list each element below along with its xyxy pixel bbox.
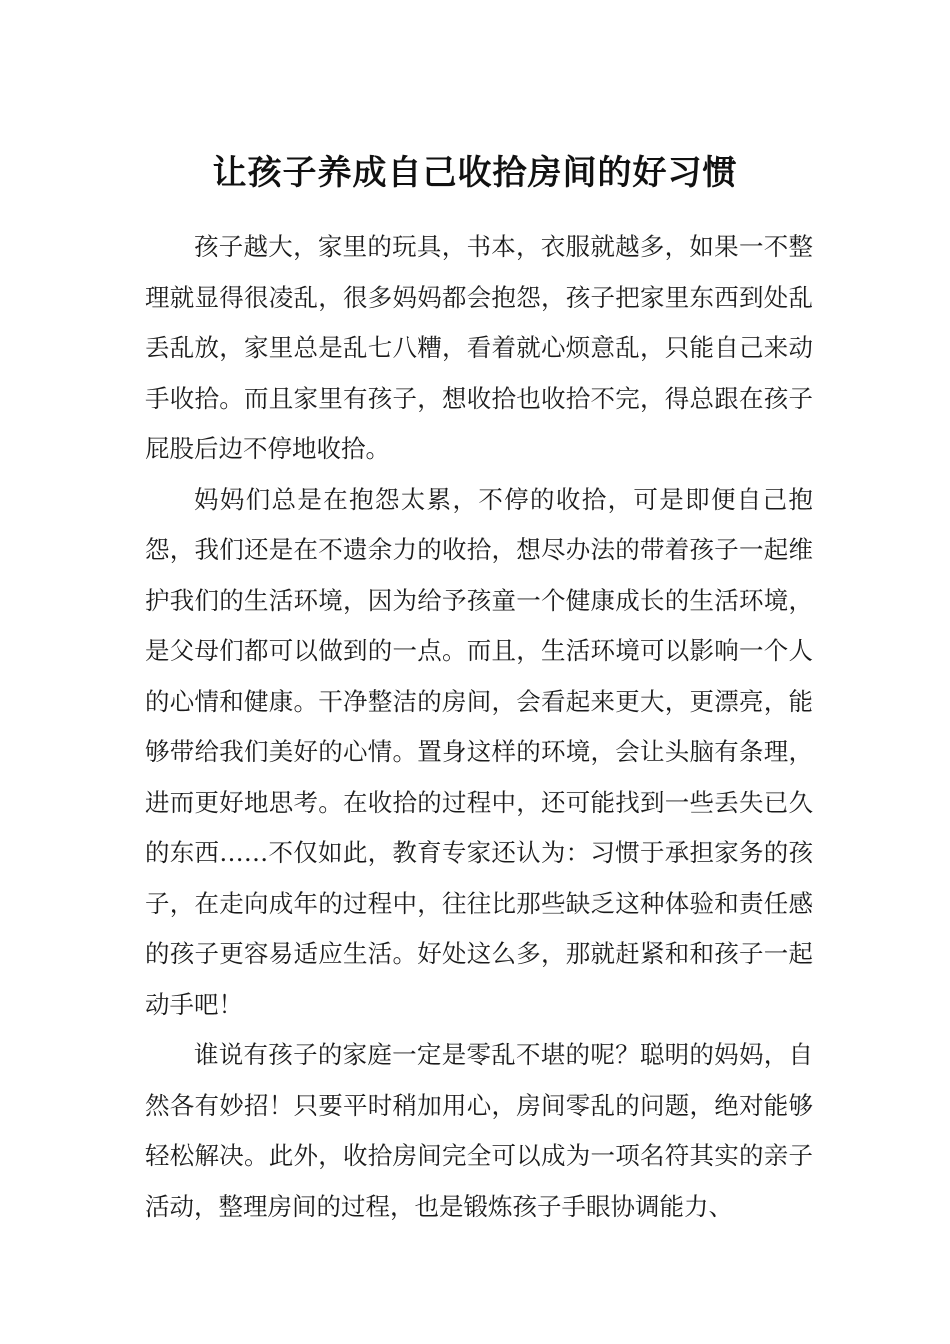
paragraph-1: 孩子越大，家里的玩具，书本，衣服就越多，如果一不整理就显得很凌乱，很多妈妈都会抱怨，孩子把家里东西到处乱丢乱放，家里总是乱七八糟，看着就心烦意乱，只能自己来动手收拾。而且家里有孩子，想收拾也收拾不完，得总跟在孩子屁股后边不停地收拾。 [145, 232, 813, 463]
paragraph-3: 谁说有孩子的家庭一定是零乱不堪的呢？聪明的妈妈，自然各有妙招！只要平时稍加用心，房间零乱的问题，绝对能够轻松解决。此外，收拾房间完全可以成为一项名符其实的亲子活动，整理房间的过程，也是锻炼孩子手眼协调能力、 [145, 1040, 813, 1221]
paragraph-2: 妈妈们总是在抱怨太累，不停的收拾，可是即便自己抱怨，我们还是在不遗余力的收拾，想尽办法的带着孩子一起维护我们的生活环境，因为给予孩童一个健康成长的生活环境，是父母们都可以做到的一点。而且，生活环境可以影响一个人的心情和健康。干净整洁的房间，会看起来更大，更漂亮，能够带给我们美好的心情。置身这样的环境，会让头脑有条理，进而更好地思考。在收拾的过程中，还可能找到一些丢失已久的东西……不仅如此，教育专家还认为：习惯于承担家务的孩子，在走向成年的过程中，往往比那些缺乏这种体验和责任感的孩子更容易适应生活。好处这么多，那就赶紧和和孩子一起动手吧！ [145, 484, 813, 1019]
document-body [145, 222, 813, 1232]
document-title: 让孩子养成自己收拾房间的好习惯 [212, 152, 738, 193]
